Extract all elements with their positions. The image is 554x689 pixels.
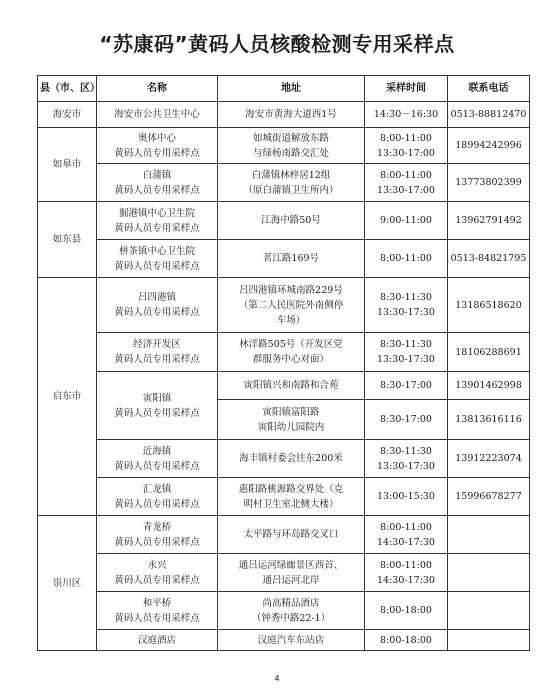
- time-cell: [365, 128, 448, 164]
- site-name-line: 青龙桥: [142, 521, 172, 533]
- time-line: 14:30－16:30: [373, 109, 439, 120]
- site-name-line: 永兴: [147, 559, 167, 571]
- time-cell: [365, 516, 448, 554]
- phone-cell: 13186518620: [448, 278, 530, 333]
- address-line: 群服务中心对面）: [252, 354, 329, 365]
- site-name-cell: [97, 478, 218, 516]
- site-name-line: 黄码人员专用采样点: [114, 222, 200, 234]
- header-address: 地址: [218, 76, 365, 102]
- time-line: 8:00-11:00: [380, 169, 432, 181]
- site-name-cell: [97, 102, 218, 128]
- site-name-line: 黄码人员专用采样点: [114, 307, 200, 318]
- table-row: [38, 516, 530, 554]
- site-name-line: 和平桥: [142, 597, 172, 609]
- time-line: 8:00-11:00: [380, 132, 432, 144]
- address-line: 寅阳镇兴和南路和合苑: [243, 380, 339, 391]
- table-row: [38, 372, 530, 400]
- site-name-line: 吕四港镇: [137, 292, 176, 303]
- table-row: [38, 164, 530, 202]
- table-row: [38, 478, 530, 516]
- address-line: （钟秀中路22-1）: [251, 612, 331, 624]
- time-cell: [365, 202, 448, 240]
- phone-cell: [448, 630, 530, 651]
- time-cell: [365, 278, 448, 333]
- county-cell: 启东市: [38, 278, 97, 516]
- time-line: 14:30-17:30: [377, 536, 435, 548]
- table-row: [38, 333, 530, 372]
- site-name-line: 汉庭酒店: [137, 634, 176, 646]
- address-line: 寅阳幼儿园院内: [257, 421, 325, 433]
- site-name-line: 黄码人员专用采样点: [114, 354, 200, 365]
- address-line: 与绿杨南路交汇处: [252, 147, 329, 159]
- page-title: “苏康码”黄码人员核酸检测专用采样点: [99, 32, 455, 56]
- phone-cell: 0513-84821795: [448, 240, 530, 278]
- address-cell: [218, 102, 365, 128]
- time-line: 8:30-11:30: [380, 445, 432, 457]
- table-row: [38, 630, 530, 651]
- site-name-line: 汇龙镇: [142, 483, 172, 495]
- address-line: 吕四港镇环城南路229号: [239, 284, 343, 296]
- address-line: 通吕运河绿廊景区西首、: [238, 559, 344, 571]
- address-line: 如城街道解放东路: [252, 132, 329, 144]
- header-phone: 联系电话: [448, 76, 530, 102]
- county-cell: 崇川区: [38, 516, 97, 651]
- time-cell: [365, 372, 448, 400]
- table-row: [38, 102, 530, 128]
- site-name-cell: [97, 240, 218, 278]
- address-cell: [218, 278, 365, 333]
- time-line: 8:00-18:00: [380, 605, 432, 616]
- site-name-line: 栟茶镇中心卫生院: [118, 245, 195, 257]
- address-line: 太平路与环岛路交叉口: [243, 529, 339, 540]
- site-name-line: 掘港镇中心卫生院: [118, 207, 195, 219]
- phone-cell: 18994242996: [448, 128, 530, 164]
- time-line: 13:30-17:00: [377, 184, 435, 196]
- county-cell: 海安市: [38, 102, 97, 128]
- site-name-cell: [97, 128, 218, 164]
- phone-cell: 13901462998: [448, 372, 530, 400]
- site-name-cell: [97, 333, 218, 372]
- site-name-cell: [97, 202, 218, 240]
- time-cell: [365, 333, 448, 372]
- address-cell: [218, 440, 365, 478]
- site-name-line: 黄码人员专用采样点: [114, 460, 200, 472]
- time-line: 14:30-17:30: [377, 574, 435, 586]
- table-row: [38, 128, 530, 164]
- site-name-line: 奥体中心: [137, 132, 176, 144]
- address-line: 林洋路505号（开发区党: [239, 339, 343, 350]
- phone-cell: 18106288691: [448, 333, 530, 372]
- phone-cell: 15996678277: [448, 478, 530, 516]
- table-row: [38, 202, 530, 240]
- phone-cell: 13813616116: [448, 400, 530, 440]
- address-cell: [218, 202, 365, 240]
- county-cell: 如东县: [38, 202, 97, 278]
- time-line: 8:30-11:30: [380, 292, 432, 303]
- site-name-cell: [97, 592, 218, 630]
- address-line: 汉庭汽车东站店: [257, 634, 325, 646]
- header-name: 名称: [97, 76, 218, 102]
- time-line: 13:30-17:00: [377, 147, 435, 159]
- time-line: 8:30-11:30: [380, 339, 432, 350]
- address-line: 海安市黄海大道西1号: [245, 109, 337, 120]
- address-line: 通吕运河北岸: [262, 574, 320, 586]
- time-cell: [365, 164, 448, 202]
- site-name-line: 黄码人员专用采样点: [114, 574, 200, 586]
- address-cell: [218, 592, 365, 630]
- time-line: 8:00-11:00: [380, 253, 432, 264]
- time-cell: [365, 592, 448, 630]
- address-line: 惠阳路桃源路交界处（克: [238, 483, 344, 495]
- phone-cell: [448, 592, 530, 630]
- time-cell: [365, 440, 448, 478]
- site-name-line: 黄码人员专用采样点: [114, 612, 200, 624]
- address-cell: [218, 554, 365, 592]
- address-cell: [218, 372, 365, 400]
- site-name-line: 黄码人员专用采样点: [114, 536, 200, 548]
- address-cell: [218, 333, 365, 372]
- site-name-line: 经济开发区: [133, 339, 181, 350]
- time-line: 8:00-11:00: [380, 521, 432, 533]
- time-line: 8:30-17:00: [380, 380, 432, 391]
- site-name-line: 黄码人员专用采样点: [114, 498, 200, 510]
- time-line: 9:00-11:00: [380, 215, 432, 226]
- time-line: 13:30-17:30: [377, 354, 435, 365]
- site-name-cell: [97, 516, 218, 554]
- site-name-line: 黄码人员专用采样点: [114, 147, 200, 159]
- site-name-cell: [97, 554, 218, 592]
- phone-cell: [448, 554, 530, 592]
- time-cell: [365, 102, 448, 128]
- time-cell: [365, 240, 448, 278]
- address-cell: [218, 478, 365, 516]
- site-name-line: 黄码人员专用采样点: [114, 407, 200, 419]
- address-line: 尚高精品酒店: [262, 597, 320, 609]
- time-line: 13:00-15:30: [377, 491, 435, 502]
- time-line: 8:00-11:00: [380, 559, 432, 571]
- time-cell: [365, 554, 448, 592]
- time-cell: [365, 630, 448, 651]
- time-cell: [365, 478, 448, 516]
- phone-cell: 0513-88812470: [448, 102, 530, 128]
- table-row: [38, 592, 530, 630]
- site-name-cell: [97, 440, 218, 478]
- address-line: （第二人民医院外南侧停: [238, 299, 344, 311]
- time-cell: [365, 400, 448, 440]
- address-line: 茗江路169号: [262, 253, 320, 264]
- phone-cell: 13773802399: [448, 164, 530, 202]
- site-name-line: 黄码人员专用采样点: [114, 184, 200, 196]
- time-line: 13:30-17:30: [377, 307, 435, 318]
- phone-cell: 13962791492: [448, 202, 530, 240]
- time-line: 8:00-18:00: [380, 634, 432, 646]
- address-line: （原白蒲镇卫生所内）: [243, 184, 339, 196]
- header-county: 县（市、区）: [38, 76, 97, 102]
- county-cell: 如皋市: [38, 128, 97, 202]
- address-line: 明村卫生室北侧大楼）: [243, 498, 339, 510]
- table-row: [38, 240, 530, 278]
- site-name-line: 白蒲镇: [142, 169, 172, 181]
- address-cell: [218, 400, 365, 440]
- site-name-line: 寅阳镇: [142, 392, 172, 404]
- address-line: 白蒲镇林梓居12组: [251, 169, 331, 181]
- table-row: [38, 554, 530, 592]
- address-cell: [218, 630, 365, 651]
- address-cell: [218, 240, 365, 278]
- sampling-sites-table: [37, 75, 530, 651]
- address-line: 车场）: [276, 314, 306, 326]
- address-cell: [218, 164, 365, 202]
- time-line: 13:30-17:30: [377, 460, 435, 472]
- site-name-cell: [97, 278, 218, 333]
- address-line: 寅阳镇富阳路: [262, 406, 320, 418]
- phone-cell: [448, 516, 530, 554]
- address-line: 海丰镇村委会往东200米: [239, 453, 343, 464]
- address-cell: [218, 128, 365, 164]
- table-row: [38, 278, 530, 333]
- site-name-cell: [97, 372, 218, 440]
- site-name-line: 黄码人员专用采样点: [114, 260, 200, 272]
- site-name-cell: [97, 164, 218, 202]
- table-row: [38, 440, 530, 478]
- time-line: 8:30-17:00: [380, 414, 432, 425]
- table-header-row: [38, 76, 530, 102]
- site-name-cell: [97, 630, 218, 651]
- address-cell: [218, 516, 365, 554]
- page-number: 4: [274, 674, 280, 683]
- phone-cell: 13912223074: [448, 440, 530, 478]
- site-name-line: 海安市公共卫生中心: [114, 109, 200, 120]
- address-line: 江海中路50号: [261, 215, 321, 226]
- header-time: 采样时间: [365, 76, 448, 102]
- site-name-line: 近海镇: [142, 445, 172, 457]
